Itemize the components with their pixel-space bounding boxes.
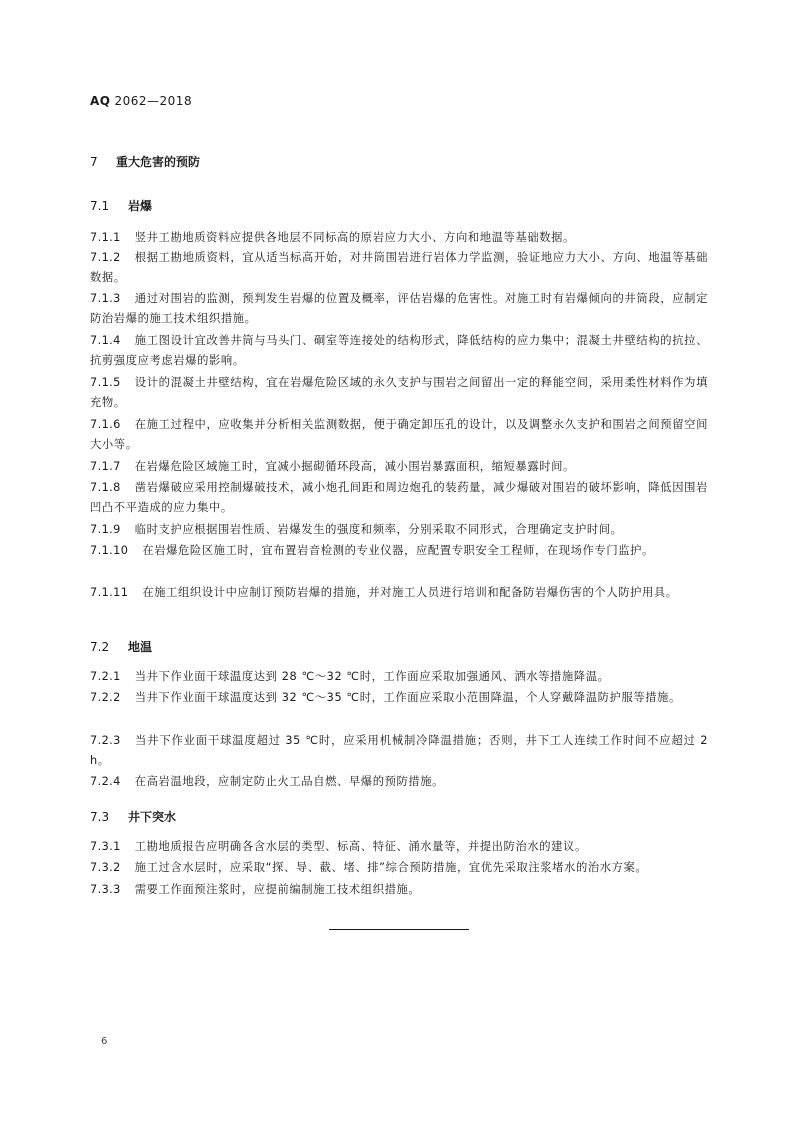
clause-number: 7.1.5 [90, 376, 121, 389]
clause-number: 7.2.3 [90, 734, 121, 747]
clause-7-3-1 [90, 837, 708, 857]
section-title: 重大危害的预防 [116, 155, 201, 169]
clause-text: 当井下作业面干球温度超过 35 ℃时，应采用机械制冷降温措施；否则，井下工人连续工作时间不应超过 2 h。 [90, 734, 708, 767]
clause-number: 7.1.8 [90, 481, 121, 494]
clause-7-1-6 [90, 415, 708, 455]
clause-7-1-9 [90, 520, 708, 540]
clause-text: 设计的混凝土井壁结构，宜在岩爆危险区域的永久支护与围岩之间留出一定的释能空间，采用柔性材料作为填充物。 [90, 376, 708, 409]
clause-text: 需要工作面预注浆时，应提前编制施工技术组织措施。 [134, 883, 421, 896]
clause-number: 7.1.11 [90, 586, 129, 599]
clause-text: 在岩爆危险区域施工时，宜减小掘砌循环段高，减小围岩暴露面积，缩短暴露时间。 [134, 460, 575, 473]
clause-text: 通过对围岩的监测，预判发生岩爆的位置及概率，评估岩爆的危害性。对施工时有岩爆倾向的井筒段，应制定防治岩爆的施工技术组织措施。 [90, 292, 708, 325]
subsection-title: 岩爆 [128, 199, 153, 213]
clause-7-3-2 [90, 858, 708, 878]
clause-text: 在岩爆危险区施工时，宜布置岩音检测的专业仪器，应配置专职安全工程师，在现场作专门监护。 [142, 544, 654, 557]
clause-7-1-2 [90, 248, 708, 288]
clause-text: 工勘地质报告应明确各含水层的类型、标高、特征、涌水量等，并提出防治水的建议。 [134, 840, 587, 853]
clause-text: 在高岩温地段，应制定防止火工品自燃、早爆的预防措施。 [134, 775, 445, 788]
section-heading [90, 153, 200, 170]
clause-number: 7.1.4 [90, 334, 121, 347]
subsection-number: 7.2 [90, 640, 110, 654]
clause-7-1-1 [90, 228, 708, 248]
subsection-title: 地温 [128, 640, 153, 654]
standard-header [90, 94, 192, 108]
subsection-number: 7.1 [90, 199, 110, 213]
clause-number: 7.3.3 [90, 883, 121, 896]
clause-number: 7.1.9 [90, 523, 121, 536]
subsection-heading-7-2 [90, 638, 152, 655]
clause-7-1-3 [90, 289, 708, 329]
clause-number: 7.1.10 [90, 544, 129, 557]
standard-code: AQ [90, 94, 111, 108]
clause-text: 在施工过程中，应收集并分析相关监测数据，便于确定卸压孔的设计，以及调整永久支护和围岩之间预留空间大小等。 [90, 418, 708, 451]
clause-number: 7.1.7 [90, 460, 121, 473]
clause-7-1-8 [90, 478, 708, 518]
clause-text: 当井下作业面干球温度达到 32 ℃～35 ℃时，工作面应采取小范围降温，个人穿戴降温防护服等措施。 [134, 691, 681, 704]
clause-number: 7.2.1 [90, 670, 121, 683]
clause-7-2-2 [90, 688, 708, 708]
clause-7-1-4 [90, 331, 708, 371]
subsection-title: 井下突水 [128, 810, 177, 824]
clause-7-2-3 [90, 731, 708, 771]
clause-number: 7.1.2 [90, 251, 121, 264]
clause-number: 7.2.2 [90, 691, 121, 704]
clause-7-2-1 [90, 667, 708, 687]
clause-number: 7.2.4 [90, 775, 121, 788]
clause-text: 临时支护应根据围岩性质、岩爆发生的强度和频率，分别采取不同形式，合理确定支护时间。 [134, 523, 623, 536]
clause-7-3-3 [90, 880, 708, 900]
clause-text: 施工过含水层时，应采取“探、导、截、堵、排”综合预防措施，宜优先采取注浆堵水的治水方案。 [134, 861, 648, 874]
clause-text: 在施工组织设计中应制订预防岩爆的措施，并对施工人员进行培训和配备防岩爆伤害的个人防护用具。 [142, 586, 678, 599]
section-number: 7 [90, 155, 98, 169]
subsection-heading-7-1 [90, 197, 152, 214]
clause-number: 7.3.2 [90, 861, 121, 874]
clause-text: 根据工勘地质资料，宜从适当标高开始，对井筒围岩进行岩体力学监测，验证地应力大小、方向、地温等基础数据。 [90, 251, 708, 284]
clause-number: 7.1.1 [90, 231, 121, 244]
clause-7-1-10 [90, 541, 708, 561]
clause-text: 施工图设计宜改善井筒与马头门、硐室等连接处的结构形式，降低结构的应力集中；混凝土井壁结构的抗拉、抗剪强度应考虑岩爆的影响。 [90, 334, 708, 367]
clause-text: 当井下作业面干球温度达到 28 ℃～32 ℃时，工作面应采取加强通风、洒水等措施降温。 [134, 670, 610, 683]
clause-7-1-5 [90, 373, 708, 413]
clause-number: 7.3.1 [90, 840, 121, 853]
subsection-number: 7.3 [90, 810, 110, 824]
end-rule [329, 929, 469, 930]
standard-number: 2062—2018 [114, 94, 193, 108]
clause-7-2-4 [90, 772, 708, 792]
clause-number: 7.1.6 [90, 418, 121, 431]
subsection-heading-7-3 [90, 808, 176, 825]
page-number: 6 [101, 1036, 108, 1047]
clause-text: 竖井工勘地质资料应提供各地层不同标高的原岩应力大小、方向和地温等基础数据。 [134, 231, 575, 244]
clause-7-1-11 [90, 583, 708, 603]
clause-number: 7.1.3 [90, 292, 121, 305]
clause-text: 凿岩爆破应采用控制爆破技术，减小炮孔间距和周边炮孔的装药量，减少爆破对围岩的破坏影响，降低因围岩凹凸不平造成的应力集中。 [90, 481, 708, 514]
clause-7-1-7 [90, 457, 708, 477]
